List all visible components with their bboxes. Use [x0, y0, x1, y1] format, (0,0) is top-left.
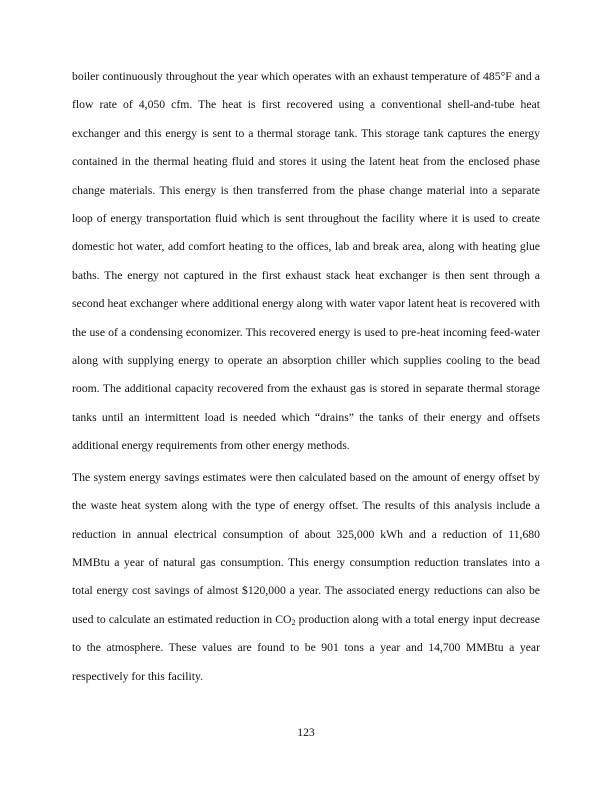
page-number: 123	[297, 726, 315, 739]
co2-base: CO	[275, 612, 292, 626]
paragraph-2-part-2: production along with a total energy input decrease to the atmosphere. These values are found to be 901 tons a year and 14,700 MMBtu a year respectively for this facility.	[72, 612, 540, 683]
paragraph-1: boiler continuously throughout the year which operates with an exhaust temperature of 485°F and a flow rate of 4,050 cfm. The heat is first recovered using a conventional shell-and-tube heat exchanger and this energy is sent to a thermal storage tank. This storage tank captures the energy contained in the thermal heating fluid and stores it using the latent heat from the enclosed phase change materials. This energy is then transferred from the phase change material into a separate loop of energy transportation fluid which is sent throughout the facility where it is used to create domestic hot water, add comfort heating to the offices, lab and break area, along with heating glue baths. The energy not captured in the first exhaust stack heat exchanger is then sent through a second heat exchanger where additional energy along with water vapor latent heat is recovered with the use of a condensing economizer. This recovered energy is used to pre-heat incoming feed-water along with supplying energy to operate an absorption chiller which supplies cooling to the bead room. The additional capacity recovered from the exhaust gas is stored in separate thermal storage tanks until an intermittent load is needed which “drains” the tanks of their energy and offsets additional energy requirements from other energy methods.	[72, 70, 540, 453]
paragraph-2-part-1: The system energy savings estimates were then calculated based on the amount of energy offset by the waste heat system along with the type of energy offset. The results of this analysis include a reduction in annual electrical consumption of about 325,000 kWh and a reduction of 11,680 MMBtu a year of natural gas consumption. This energy consumption reduction translates into a total energy cost savings of almost $120,000 a year. The associated energy reductions can also be used to calculate an estimated reduction in	[72, 470, 540, 626]
co2-subscript: 2	[291, 617, 296, 627]
body-text	[72, 63, 540, 691]
co2-formula	[275, 613, 295, 626]
paragraph-2	[72, 464, 540, 691]
